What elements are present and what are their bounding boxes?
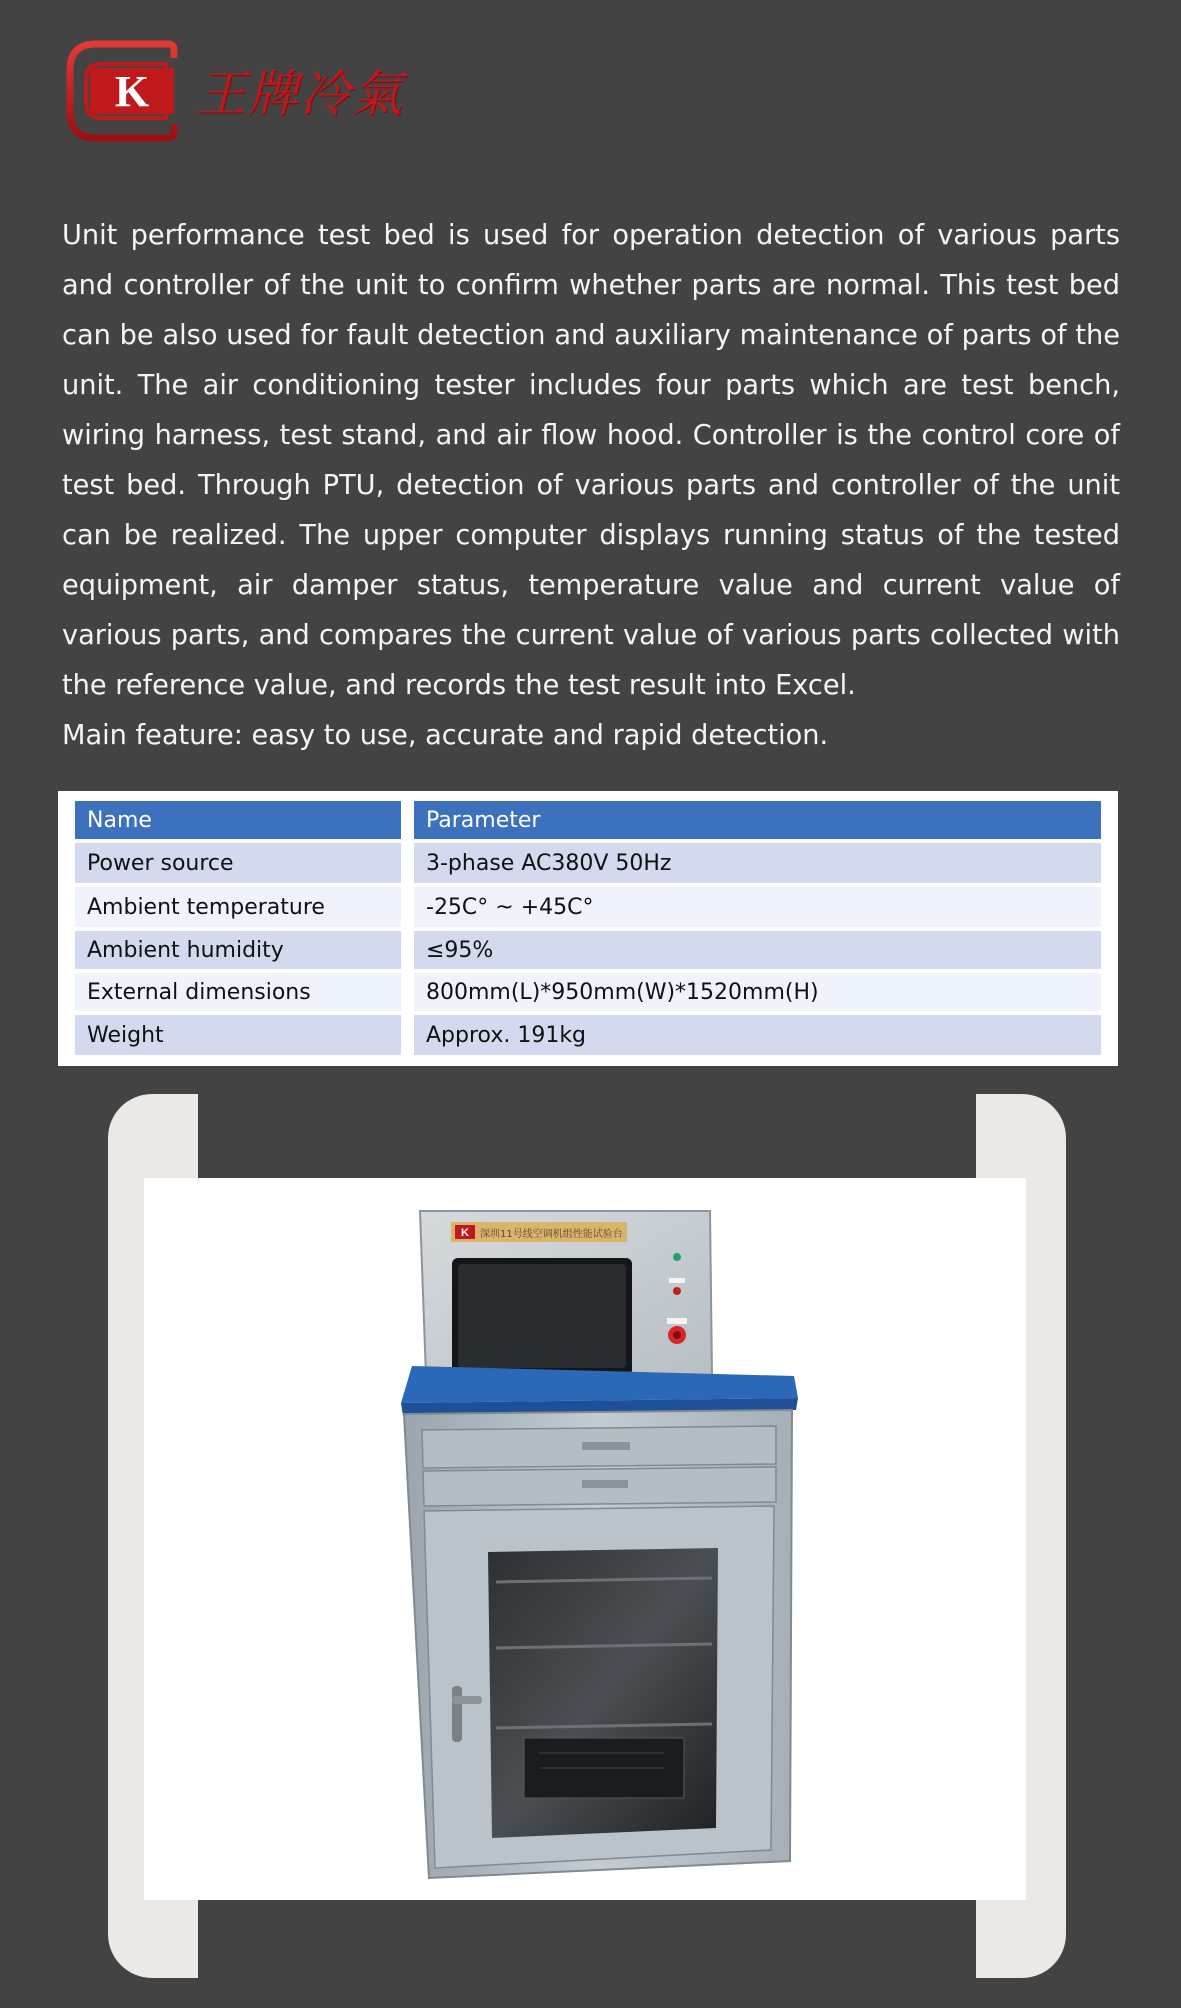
brand-name: 王牌冷氣 — [196, 65, 404, 123]
brand-logo — [66, 40, 446, 144]
row-name: Ambient temperature — [75, 887, 401, 927]
description-body: Unit performance test bed is used for operation detection of various parts and controller of the unit to confirm whether parts are normal. This test bed can be also used for fault detection and auxiliary maintenance of parts of the unit. The air conditioning tester includes four parts which are test bench, wiring harness, test stand, and air flow hood. Controller is the control core of test bed. Through PTU, detection of various parts and controller of the unit can be realized. The upper computer displays running status of the tested equipment, air damper status, temperature value and current value of various parts, and compares the current value of various parts collected with the reference value, and records the test result into Excel. — [62, 220, 1120, 701]
row-value: ≤95% — [414, 931, 1101, 969]
row-name: External dimensions — [75, 973, 401, 1011]
test-bed-cabinet-image — [144, 1178, 1026, 1900]
spec-table-header — [75, 801, 1101, 839]
table-row — [75, 1015, 1101, 1055]
svg-text:K: K — [461, 1227, 469, 1239]
row-name: Ambient humidity — [75, 931, 401, 969]
k-logo-icon — [66, 40, 191, 144]
main-feature: Main feature: easy to use, accurate and rapid detection. — [62, 720, 829, 751]
spec-table — [75, 801, 1101, 1055]
product-photo-frame — [108, 1094, 1066, 1978]
row-name: Power source — [75, 843, 401, 883]
row-name: Weight — [75, 1015, 401, 1055]
row-value: -25C° ~ +45C° — [414, 887, 1101, 927]
row-value: 3-phase AC380V 50Hz — [414, 843, 1101, 883]
table-row — [75, 887, 1101, 927]
header-name: Name — [75, 801, 401, 839]
logo-letter: K — [114, 67, 150, 116]
row-value: Approx. 191kg — [414, 1015, 1101, 1055]
spec-table-panel — [58, 791, 1118, 1066]
header-parameter: Parameter — [414, 801, 1101, 839]
table-row — [75, 931, 1101, 969]
product-photo — [144, 1178, 1026, 1900]
table-row — [75, 843, 1101, 883]
product-description — [62, 211, 1120, 761]
table-row — [75, 973, 1101, 1011]
panel-label: 深圳11号线空调机组性能试验台 — [480, 1229, 623, 1240]
row-value: 800mm(L)*950mm(W)*1520mm(H) — [414, 973, 1101, 1011]
